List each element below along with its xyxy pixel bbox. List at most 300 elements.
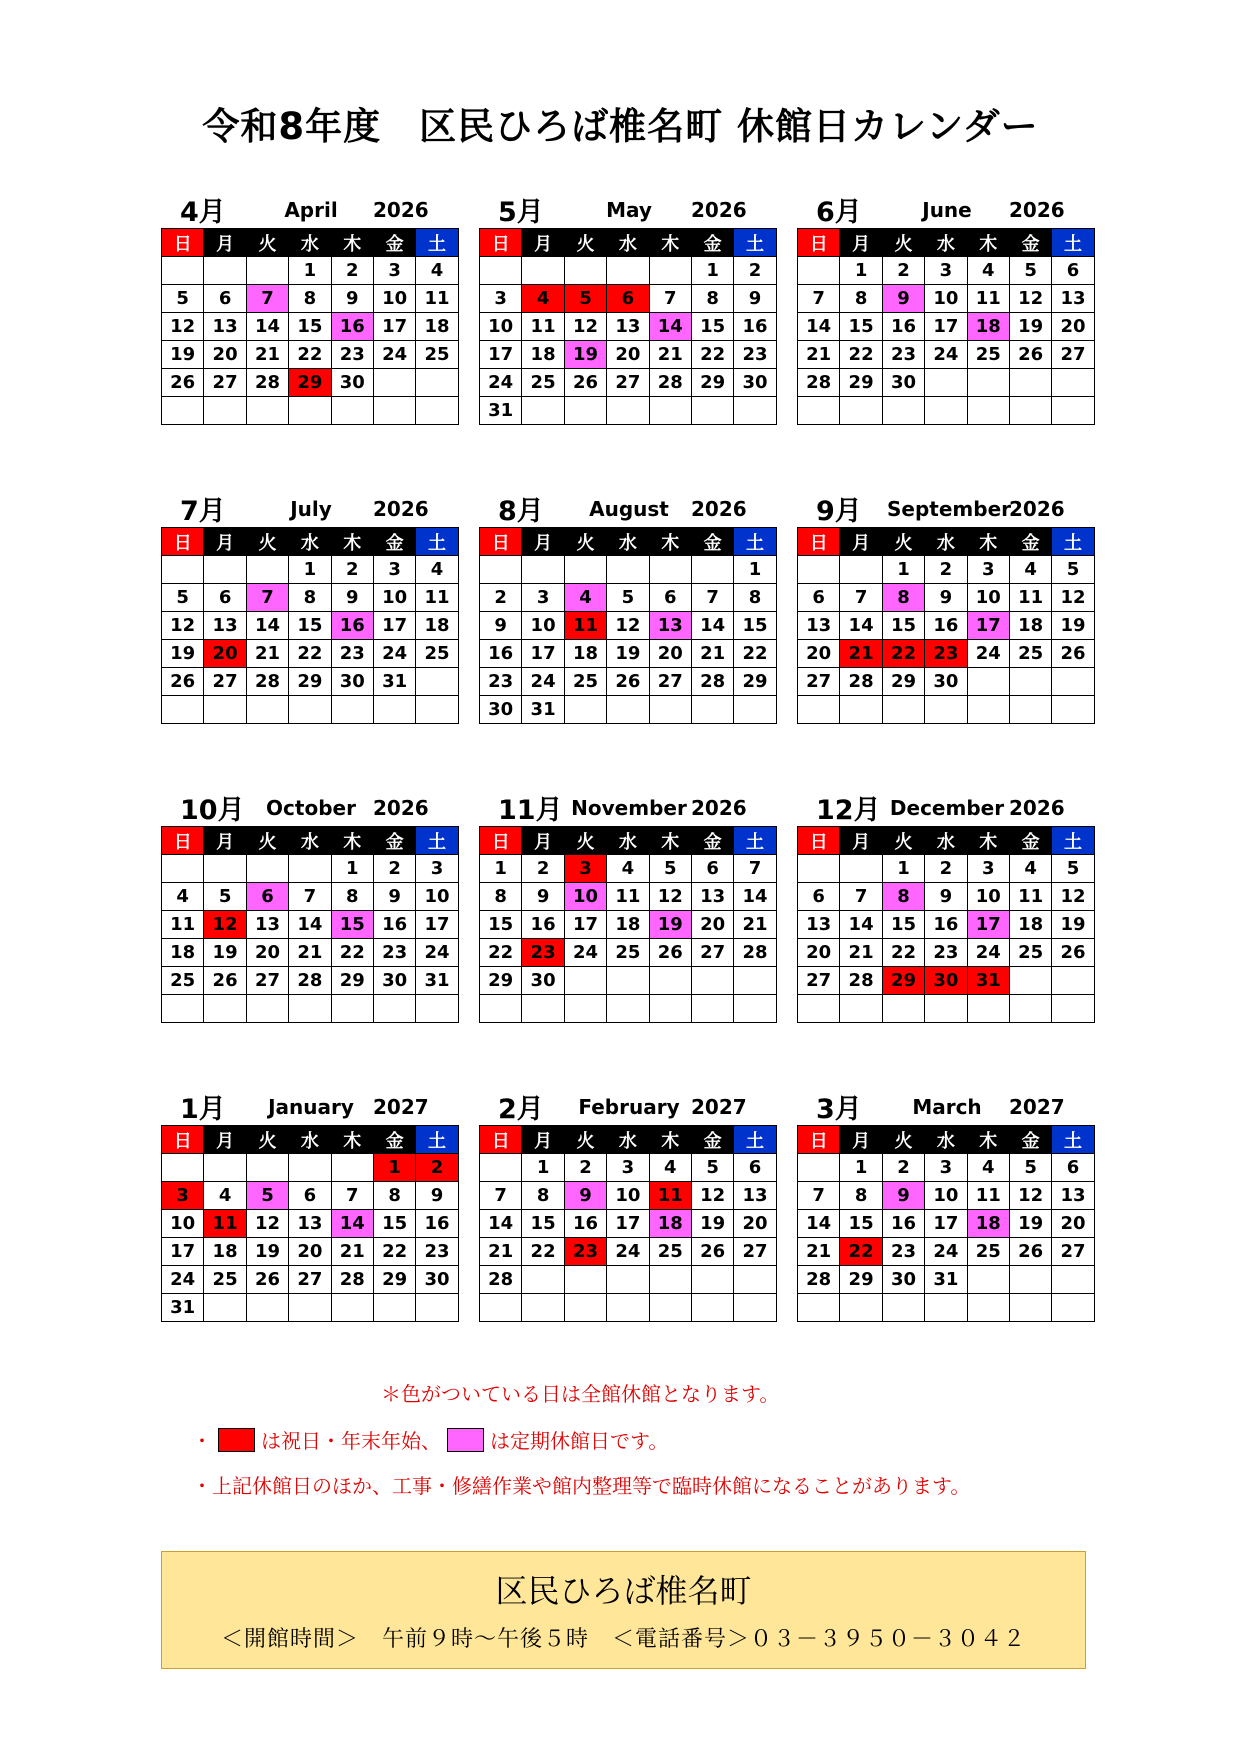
month-header [479, 190, 769, 230]
day-cell: 26 [1009, 1238, 1051, 1266]
facility-info-box [161, 1551, 1086, 1669]
holiday-day-cell: 11 [649, 1182, 691, 1210]
day-cell: 23 [734, 341, 776, 369]
empty-cell [522, 995, 564, 1023]
week-row [480, 1266, 777, 1294]
month-calendar [479, 190, 769, 435]
weekday-header: 土 [1052, 229, 1094, 257]
holiday-day-cell: 4 [522, 285, 564, 313]
day-cell: 25 [416, 640, 458, 668]
day-cell: 8 [373, 1182, 415, 1210]
day-cell: 9 [373, 883, 415, 911]
empty-cell [925, 397, 967, 425]
day-cell: 15 [480, 911, 522, 939]
empty-cell [564, 556, 606, 584]
day-cell: 13 [798, 612, 840, 640]
empty-cell [162, 855, 204, 883]
weekday-header: 土 [416, 827, 458, 855]
day-cell: 29 [882, 668, 924, 696]
day-cell: 8 [331, 883, 373, 911]
day-cell: 2 [522, 855, 564, 883]
weekday-header: 木 [331, 827, 373, 855]
month-table [161, 1125, 459, 1322]
weekday-header: 日 [162, 528, 204, 556]
day-cell: 13 [1052, 1182, 1094, 1210]
day-cell: 24 [607, 1238, 649, 1266]
weekday-header: 土 [1052, 528, 1094, 556]
day-cell: 3 [925, 1154, 967, 1182]
empty-cell [967, 1266, 1009, 1294]
day-cell: 13 [734, 1182, 776, 1210]
day-cell: 14 [691, 612, 733, 640]
empty-cell [416, 369, 458, 397]
day-cell: 6 [734, 1154, 776, 1182]
regular-closed-day-cell: 8 [882, 883, 924, 911]
weekday-header: 月 [522, 1126, 564, 1154]
day-cell: 21 [246, 341, 288, 369]
week-row [162, 883, 459, 911]
day-cell: 11 [967, 285, 1009, 313]
empty-cell [1052, 369, 1094, 397]
day-cell: 20 [649, 640, 691, 668]
day-cell: 23 [331, 341, 373, 369]
day-cell: 21 [289, 939, 331, 967]
day-cell: 25 [1009, 640, 1051, 668]
month-header [161, 1087, 451, 1127]
weekday-header: 金 [1009, 229, 1051, 257]
month-header [797, 190, 1087, 230]
month-table [797, 1125, 1095, 1322]
empty-cell [882, 1294, 924, 1322]
day-cell: 2 [480, 584, 522, 612]
weekday-header: 金 [373, 1126, 415, 1154]
weekday-header: 金 [691, 827, 733, 855]
empty-cell [734, 995, 776, 1023]
day-cell: 8 [691, 285, 733, 313]
empty-cell [331, 397, 373, 425]
month-header [797, 1087, 1087, 1127]
day-cell: 28 [798, 369, 840, 397]
week-row [162, 1210, 459, 1238]
month-calendar [797, 190, 1087, 435]
empty-cell [840, 995, 882, 1023]
day-cell: 2 [373, 855, 415, 883]
day-cell: 4 [649, 1154, 691, 1182]
day-cell: 18 [564, 640, 606, 668]
holiday-day-cell: 11 [204, 1210, 246, 1238]
week-row [480, 313, 777, 341]
regular-closed-day-cell: 7 [246, 285, 288, 313]
weekday-header: 日 [798, 528, 840, 556]
day-cell: 5 [1052, 556, 1094, 584]
empty-cell [882, 696, 924, 724]
week-row [480, 257, 777, 285]
weekday-header: 月 [522, 528, 564, 556]
month-year: 2026 [691, 796, 747, 820]
day-cell: 24 [925, 1238, 967, 1266]
day-cell: 11 [416, 584, 458, 612]
day-cell: 5 [1009, 1154, 1051, 1182]
weekday-header: 月 [522, 827, 564, 855]
month-calendar [479, 788, 769, 1033]
day-cell: 6 [1052, 257, 1094, 285]
day-cell: 9 [734, 285, 776, 313]
day-cell: 4 [416, 556, 458, 584]
week-row [162, 1294, 459, 1322]
day-cell: 24 [564, 939, 606, 967]
day-cell: 13 [204, 612, 246, 640]
day-cell: 18 [1009, 911, 1051, 939]
empty-cell [967, 668, 1009, 696]
month-year: 2026 [1009, 796, 1065, 820]
week-row [798, 556, 1095, 584]
facility-name: 区民ひろば椎名町 [495, 1572, 752, 1610]
holiday-day-cell: 29 [289, 369, 331, 397]
day-cell: 28 [840, 668, 882, 696]
empty-cell [204, 257, 246, 285]
day-cell: 3 [925, 257, 967, 285]
day-cell: 19 [204, 939, 246, 967]
day-cell: 8 [480, 883, 522, 911]
day-cell: 25 [162, 967, 204, 995]
day-cell: 8 [289, 285, 331, 313]
day-cell: 27 [204, 369, 246, 397]
holiday-day-cell: 11 [564, 612, 606, 640]
week-row [162, 911, 459, 939]
empty-cell [691, 1294, 733, 1322]
week-row [480, 911, 777, 939]
empty-cell [564, 1294, 606, 1322]
day-cell: 31 [416, 967, 458, 995]
empty-cell [607, 257, 649, 285]
weekday-header: 木 [967, 229, 1009, 257]
week-row [798, 1238, 1095, 1266]
day-cell: 9 [331, 584, 373, 612]
day-cell: 22 [840, 341, 882, 369]
week-row [480, 612, 777, 640]
day-cell: 16 [925, 911, 967, 939]
weekday-header: 日 [162, 1126, 204, 1154]
day-cell: 10 [925, 1182, 967, 1210]
weekday-header: 金 [373, 827, 415, 855]
empty-cell [480, 1294, 522, 1322]
day-cell: 15 [840, 1210, 882, 1238]
weekday-header-row [162, 528, 459, 556]
empty-cell [480, 257, 522, 285]
day-cell: 19 [1009, 1210, 1051, 1238]
month-calendar [161, 190, 451, 435]
empty-cell [967, 1294, 1009, 1322]
weekday-header: 土 [416, 229, 458, 257]
holiday-day-cell: 23 [925, 640, 967, 668]
week-row [162, 1238, 459, 1266]
day-cell: 6 [204, 285, 246, 313]
day-cell: 22 [734, 640, 776, 668]
holiday-day-cell: 29 [882, 967, 924, 995]
day-cell: 26 [162, 668, 204, 696]
empty-cell [416, 668, 458, 696]
day-cell: 18 [607, 911, 649, 939]
closure-note: ＊色がついている日は全館休館となります。 [381, 1382, 780, 1406]
day-cell: 14 [289, 911, 331, 939]
day-cell: 26 [204, 967, 246, 995]
month-table [479, 228, 777, 425]
day-cell: 24 [373, 640, 415, 668]
day-cell: 13 [691, 883, 733, 911]
weekday-header: 金 [691, 528, 733, 556]
day-cell: 28 [691, 668, 733, 696]
day-cell: 2 [925, 855, 967, 883]
weekday-header: 日 [480, 827, 522, 855]
weekday-header: 水 [925, 827, 967, 855]
empty-cell [734, 1266, 776, 1294]
day-cell: 9 [331, 285, 373, 313]
weekday-header: 火 [564, 229, 606, 257]
day-cell: 6 [649, 584, 691, 612]
holiday-day-cell: 31 [967, 967, 1009, 995]
regular-closed-day-cell: 14 [331, 1210, 373, 1238]
regular-closed-day-cell: 10 [564, 883, 606, 911]
weekday-header: 火 [882, 827, 924, 855]
day-cell: 20 [1052, 313, 1094, 341]
day-cell: 2 [734, 257, 776, 285]
day-cell: 26 [1052, 640, 1094, 668]
week-row [480, 1154, 777, 1182]
empty-cell [331, 995, 373, 1023]
month-year: 2026 [373, 796, 429, 820]
month-table [161, 527, 459, 724]
month-name-jp: 11月 [498, 795, 563, 826]
empty-cell [204, 556, 246, 584]
month-name-jp: 9月 [816, 496, 862, 527]
week-row [162, 584, 459, 612]
day-cell: 29 [331, 967, 373, 995]
day-cell: 6 [1052, 1154, 1094, 1182]
holiday-day-cell: 3 [162, 1182, 204, 1210]
day-cell: 30 [925, 668, 967, 696]
regular-closed-day-cell: 14 [649, 313, 691, 341]
regular-closed-day-cell: 19 [564, 341, 606, 369]
day-cell: 27 [798, 967, 840, 995]
empty-cell [649, 1294, 691, 1322]
day-cell: 22 [522, 1238, 564, 1266]
holiday-day-cell: 3 [564, 855, 606, 883]
week-row [162, 1154, 459, 1182]
day-cell: 22 [289, 640, 331, 668]
day-cell: 16 [734, 313, 776, 341]
weekday-header: 日 [162, 229, 204, 257]
day-cell: 17 [416, 911, 458, 939]
day-cell: 29 [734, 668, 776, 696]
week-row [480, 640, 777, 668]
empty-cell [564, 397, 606, 425]
month-name-en: July [290, 497, 332, 521]
day-cell: 13 [289, 1210, 331, 1238]
empty-cell [840, 1294, 882, 1322]
day-cell: 16 [882, 1210, 924, 1238]
day-cell: 1 [331, 855, 373, 883]
day-cell: 30 [882, 1266, 924, 1294]
weekday-header: 火 [246, 229, 288, 257]
day-cell: 13 [246, 911, 288, 939]
empty-cell [734, 696, 776, 724]
empty-cell [734, 967, 776, 995]
day-cell: 29 [840, 1266, 882, 1294]
empty-cell [204, 995, 246, 1023]
month-header [479, 1087, 769, 1127]
week-row [798, 257, 1095, 285]
weekday-header: 金 [1009, 528, 1051, 556]
holiday-day-cell: 5 [564, 285, 606, 313]
empty-cell [480, 1154, 522, 1182]
day-cell: 24 [967, 939, 1009, 967]
weekday-header-row [480, 229, 777, 257]
day-cell: 10 [480, 313, 522, 341]
empty-cell [691, 967, 733, 995]
empty-cell [925, 1294, 967, 1322]
facility-hours-phone: ＜開館時間＞ 午前９時～午後５時 ＜電話番号＞０３－３９５０－３０４２ [220, 1627, 1026, 1652]
month-calendar [161, 788, 451, 1033]
day-cell: 21 [331, 1238, 373, 1266]
day-cell: 3 [967, 556, 1009, 584]
day-cell: 4 [204, 1182, 246, 1210]
empty-cell [1009, 1294, 1051, 1322]
legend-bullet: ・ [192, 1429, 212, 1453]
day-cell: 24 [480, 369, 522, 397]
day-cell: 12 [1052, 883, 1094, 911]
day-cell: 28 [734, 939, 776, 967]
empty-cell [564, 967, 606, 995]
day-cell: 18 [204, 1238, 246, 1266]
weekday-header: 月 [522, 229, 564, 257]
month-year: 2026 [1009, 198, 1065, 222]
empty-cell [691, 397, 733, 425]
legend-holiday-text: は祝日・年末年始、 [261, 1429, 441, 1453]
regular-closed-day-cell: 7 [246, 584, 288, 612]
day-cell: 28 [480, 1266, 522, 1294]
empty-cell [373, 995, 415, 1023]
weekday-header-row [798, 229, 1095, 257]
weekday-header: 月 [204, 229, 246, 257]
day-cell: 28 [289, 967, 331, 995]
week-row [162, 285, 459, 313]
empty-cell [246, 1294, 288, 1322]
empty-cell [734, 1294, 776, 1322]
empty-cell [1009, 995, 1051, 1023]
month-name-en: October [266, 796, 356, 820]
day-cell: 15 [289, 612, 331, 640]
day-cell: 6 [798, 584, 840, 612]
empty-cell [204, 696, 246, 724]
week-row [480, 285, 777, 313]
day-cell: 12 [162, 313, 204, 341]
regular-closed-day-cell: 8 [882, 584, 924, 612]
day-cell: 16 [564, 1210, 606, 1238]
day-cell: 16 [416, 1210, 458, 1238]
day-cell: 9 [925, 883, 967, 911]
day-cell: 20 [691, 911, 733, 939]
day-cell: 11 [416, 285, 458, 313]
regular-closed-day-cell: 9 [564, 1182, 606, 1210]
month-name-jp: 6月 [816, 197, 862, 228]
day-cell: 14 [246, 612, 288, 640]
day-cell: 1 [882, 556, 924, 584]
week-row [162, 640, 459, 668]
weekday-header: 金 [1009, 1126, 1051, 1154]
day-cell: 30 [882, 369, 924, 397]
day-cell: 2 [925, 556, 967, 584]
day-cell: 1 [882, 855, 924, 883]
day-cell: 26 [607, 668, 649, 696]
weekday-header: 木 [331, 528, 373, 556]
day-cell: 25 [1009, 939, 1051, 967]
day-cell: 17 [607, 1210, 649, 1238]
day-cell: 13 [798, 911, 840, 939]
day-cell: 6 [798, 883, 840, 911]
day-cell: 17 [925, 1210, 967, 1238]
empty-cell [246, 855, 288, 883]
week-row [162, 341, 459, 369]
day-cell: 16 [882, 313, 924, 341]
regular-closed-day-cell: 15 [331, 911, 373, 939]
empty-cell [607, 556, 649, 584]
weekday-header: 土 [1052, 827, 1094, 855]
day-cell: 4 [967, 1154, 1009, 1182]
month-name-en: March [912, 1095, 982, 1119]
day-cell: 24 [967, 640, 1009, 668]
day-cell: 17 [162, 1238, 204, 1266]
day-cell: 28 [649, 369, 691, 397]
weekday-header: 木 [649, 528, 691, 556]
day-cell: 21 [480, 1238, 522, 1266]
month-header [797, 489, 1087, 529]
day-cell: 8 [734, 584, 776, 612]
day-cell: 21 [691, 640, 733, 668]
day-cell: 20 [289, 1238, 331, 1266]
day-cell: 30 [480, 696, 522, 724]
month-name-en: November [571, 796, 687, 820]
weekday-header: 日 [480, 1126, 522, 1154]
day-cell: 22 [331, 939, 373, 967]
weekday-header: 日 [798, 827, 840, 855]
empty-cell [1009, 967, 1051, 995]
weekday-header: 金 [373, 528, 415, 556]
holiday-day-cell: 6 [607, 285, 649, 313]
holiday-day-cell: 21 [840, 640, 882, 668]
empty-cell [204, 1154, 246, 1182]
weekday-header: 水 [925, 229, 967, 257]
empty-cell [246, 696, 288, 724]
day-cell: 31 [162, 1294, 204, 1322]
month-table [479, 1125, 777, 1322]
empty-cell [649, 556, 691, 584]
month-table [797, 826, 1095, 1023]
month-calendar [797, 489, 1087, 734]
week-row [798, 1182, 1095, 1210]
day-cell: 25 [204, 1266, 246, 1294]
regular-closed-day-cell: 18 [967, 313, 1009, 341]
day-cell: 21 [246, 640, 288, 668]
week-row [162, 313, 459, 341]
weekday-header: 水 [607, 827, 649, 855]
day-cell: 1 [522, 1154, 564, 1182]
day-cell: 19 [1052, 911, 1094, 939]
day-cell: 26 [691, 1238, 733, 1266]
empty-cell [840, 556, 882, 584]
empty-cell [373, 369, 415, 397]
empty-cell [691, 556, 733, 584]
legend-regular-text: は定期休館日です。 [490, 1429, 669, 1453]
